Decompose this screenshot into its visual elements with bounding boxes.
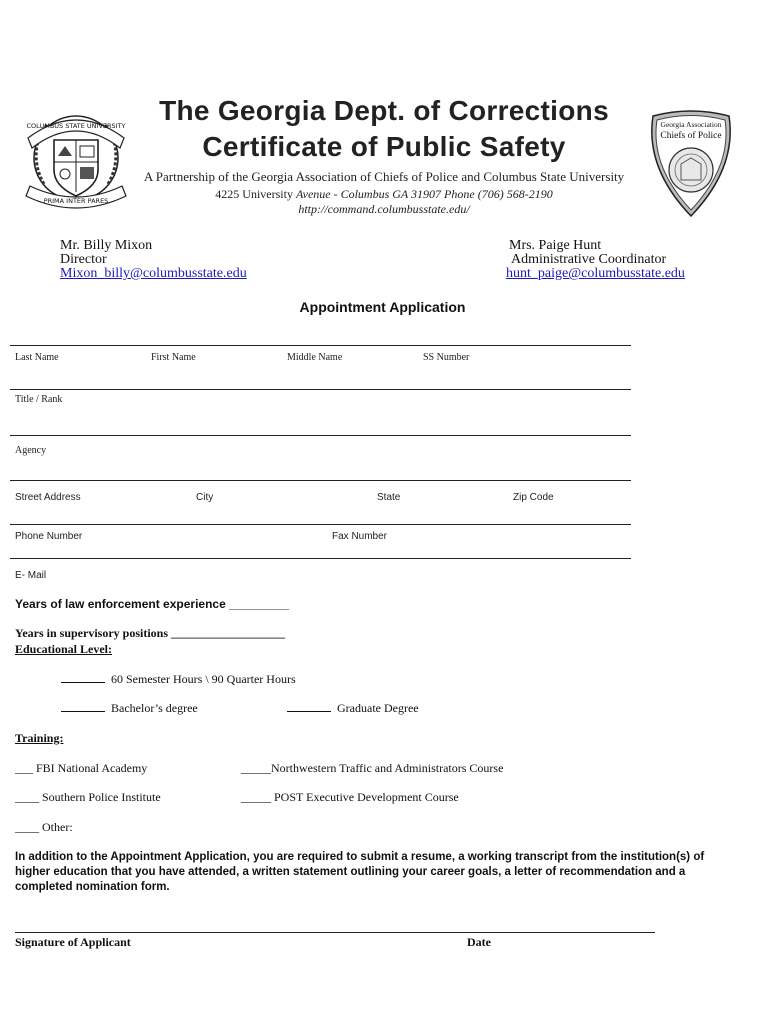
edu-bachelor-blank[interactable] — [61, 701, 105, 712]
agency-rule — [10, 435, 631, 436]
train-fbi-label: FBI National Academy — [36, 761, 148, 775]
train-post-option — [241, 790, 459, 805]
signature-rule — [15, 932, 655, 933]
other-label: Other: — [42, 820, 73, 834]
date-label: Date — [467, 935, 491, 949]
train-spi-option — [15, 790, 161, 805]
edu-60-option — [61, 672, 296, 687]
train-fbi-blank[interactable]: ___ — [15, 761, 33, 775]
training-heading: Training: — [15, 731, 64, 745]
middle-name-label: Middle Name — [287, 352, 343, 363]
state-label: State — [377, 492, 401, 503]
train-nw-option — [241, 761, 503, 776]
train-other-option — [15, 820, 73, 835]
contact-left-name: Mr. Billy Mixon — [60, 238, 153, 253]
city-label: City — [196, 492, 214, 503]
contact-right — [506, 239, 685, 281]
zip-code-label: Zip Code — [513, 492, 554, 503]
train-post-label: POST Executive Development Course — [274, 790, 459, 804]
edu-bachelor-label: Bachelor’s degree — [111, 701, 198, 715]
columbus-state-seal — [22, 104, 130, 212]
seal-bottom-text: PRIMA INTER PARES — [43, 197, 109, 205]
row1-rule — [10, 345, 631, 346]
title-rank-rule — [10, 389, 631, 390]
train-spi-label: Southern Police Institute — [42, 790, 161, 804]
address-rule — [10, 480, 631, 481]
contact-right-role: Administrative Coordinator — [511, 252, 667, 267]
edu-60-blank[interactable] — [61, 672, 105, 683]
train-nw-label: Northwestern Traffic and Administrators Course — [271, 761, 504, 775]
address-italic: Avenue - Columbus GA 31907 Phone (706) 568-2190 — [295, 187, 553, 201]
first-name-label: First Name — [151, 352, 196, 363]
years-supervisory: Years in supervisory positions ___________________ — [15, 626, 286, 640]
other-blank[interactable]: ____ — [15, 820, 39, 834]
education-heading: Educational Level: — [15, 642, 113, 656]
address-plain: 4225 University — [215, 187, 296, 201]
address-line — [134, 187, 634, 202]
train-nw-blank[interactable]: _____ — [241, 761, 271, 775]
contact-left — [60, 239, 247, 281]
title-line2: Certificate of Public Safety — [202, 131, 566, 162]
contact-left-role: Director — [60, 252, 107, 267]
edu-bachelor-option — [61, 701, 198, 716]
edu-graduate-label: Graduate Degree — [337, 701, 419, 715]
signature-label: Signature of Applicant — [15, 935, 131, 949]
phone-number-label: Phone Number — [15, 531, 83, 542]
seal-top-text: COLUMBUS STATE UNIVERSITY — [26, 122, 126, 130]
last-name-label: Last Name — [15, 352, 59, 363]
edu-graduate-option — [287, 701, 419, 716]
partnership-text: A Partnership of the Georgia Association of Chiefs of Police and Columbus State University — [143, 169, 625, 184]
agency-label: Agency — [15, 445, 47, 456]
train-post-blank[interactable]: _____ — [241, 790, 271, 804]
years-law-enforcement: Years of law enforcement experience _________ — [15, 597, 290, 611]
phone-rule — [10, 524, 631, 525]
email-rule — [10, 558, 631, 559]
instructions-paragraph: In addition to the Appointment Application, you are required to submit a resume, a working transcript from the institution(s) of higher education that you have attended, a written statement outlining your career goals, a letter of recommendation and a completed nomination form. — [15, 851, 705, 893]
website-url[interactable]: http://command.columbusstate.edu/ — [298, 202, 470, 216]
train-fbi-option — [15, 761, 147, 776]
train-spi-blank[interactable]: ____ — [15, 790, 39, 804]
title-rank-label: Title / Rank — [15, 394, 63, 405]
badge-line2: Chiefs of Police — [660, 131, 722, 141]
contact-left-email[interactable]: Mixon_billy@columbusstate.edu — [60, 266, 247, 281]
email-label: E- Mail — [15, 570, 47, 581]
contact-right-name: Mrs. Paige Hunt — [509, 238, 602, 253]
edu-60-label: 60 Semester Hours \ 90 Quarter Hours — [111, 672, 296, 686]
chiefs-of-police-badge — [643, 108, 739, 220]
edu-graduate-blank[interactable] — [287, 701, 331, 712]
fax-number-label: Fax Number — [332, 531, 388, 542]
form-heading: Appointment Application — [299, 299, 466, 315]
badge-line1: Georgia Association — [660, 120, 722, 129]
ss-number-label: SS Number — [423, 352, 470, 363]
title-line1: The Georgia Dept. of Corrections — [159, 95, 609, 126]
contact-right-email[interactable]: hunt_paige@columbusstate.edu — [506, 266, 685, 281]
street-address-label: Street Address — [15, 492, 81, 503]
